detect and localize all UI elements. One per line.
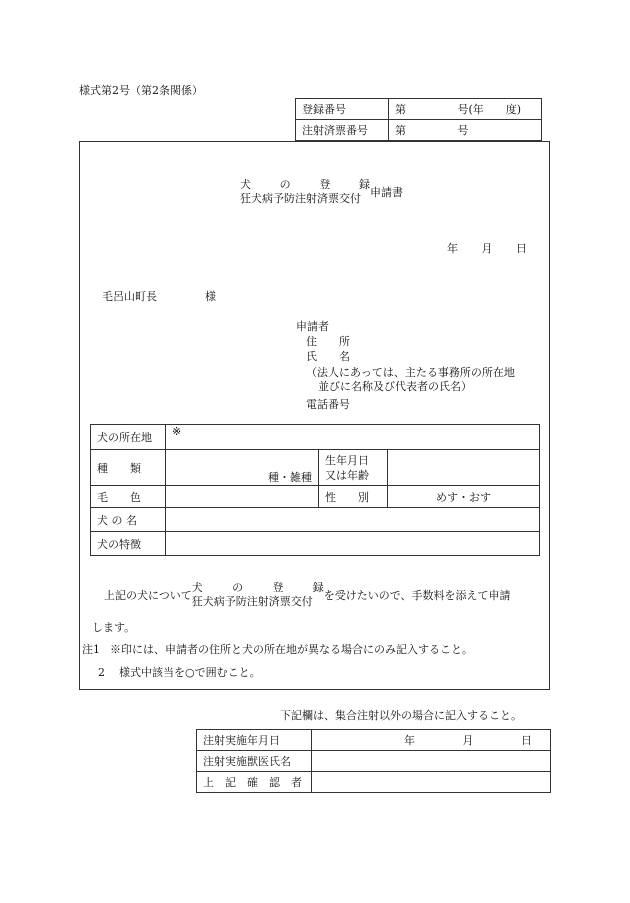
registration-number-row (296, 99, 542, 120)
applicant-name-label: 氏 名 (306, 350, 350, 363)
injection-date-field[interactable]: 年 月 日 (312, 730, 551, 751)
veterinarian-name-label: 注射実施獣医氏名 (197, 751, 312, 772)
request-statement: 上記の犬について 犬 の 登 録 狂犬病予防注射済票交付 を受けたいので、手数料を添えて申請 (104, 581, 511, 608)
request-continuation: します。 (92, 621, 136, 634)
dog-features-field[interactable] (166, 532, 540, 556)
veterinarian-name-row (197, 751, 551, 772)
form-title: 犬 の 登 録 狂犬病予防注射済票交付 申請書 (240, 178, 403, 205)
bottom-caption: 下記欄は、集合注射以外の場合に記入すること。 (280, 709, 522, 722)
asterisk-mark: ※ (172, 425, 182, 438)
addressee: 毛呂山町長 様 (102, 290, 216, 303)
dog-color-row (91, 486, 540, 508)
dog-breed-row (91, 450, 540, 486)
dog-features-row (91, 532, 540, 556)
vaccination-tag-number-label: 注射済票番号 (296, 120, 389, 141)
registration-number-value[interactable]: 第 号(年 度) (389, 99, 542, 120)
applicant-label: 申請者 (296, 320, 329, 333)
dog-info-table (90, 424, 540, 556)
dog-location-field[interactable] (166, 425, 540, 450)
injection-date-label: 注射実施年月日 (197, 730, 312, 751)
dog-name-row (91, 508, 540, 532)
applicant-address-label: 住 所 (306, 335, 350, 348)
dog-breed-field[interactable]: 種・雑種 (166, 450, 319, 486)
registration-number-label: 登録番号 (296, 99, 389, 120)
registration-number-table (295, 98, 542, 141)
applicant-note-line2: 並びに名称及び代表者の氏名） (318, 380, 472, 393)
applicant-note-line1: （法人にあっては、主たる事務所の所在地 (306, 366, 515, 379)
dog-sex-field[interactable]: めす・おす (388, 486, 540, 508)
confirmer-field[interactable] (312, 772, 551, 793)
confirmer-row (197, 772, 551, 793)
note-1: 注1 ※印には、申請者の住所と犬の所在地が異なる場合にのみ記入すること。 (82, 643, 473, 656)
dog-location-label: 犬の所在地 (91, 425, 166, 450)
injection-record-table (196, 729, 551, 793)
note-2: 2 様式中該当を○で囲むこと。 (98, 666, 261, 679)
injection-date-row (197, 730, 551, 751)
request-options: 犬 の 登 録 狂犬病予防注射済票交付 (191, 581, 324, 608)
dog-location-row (91, 425, 540, 450)
dog-breed-label: 種 類 (91, 450, 166, 486)
vaccination-tag-number-row (296, 120, 542, 141)
dog-features-label: 犬の特徴 (91, 532, 166, 556)
applicant-phone-label: 電話番号 (306, 398, 350, 411)
dog-color-label: 毛 色 (91, 486, 166, 508)
dog-birth-label: 生年月日 又は年齢 (319, 450, 388, 486)
dog-sex-label: 性 別 (319, 486, 388, 508)
dog-color-field[interactable] (166, 486, 319, 508)
vaccination-tag-number-value[interactable]: 第 号 (389, 120, 542, 141)
confirmer-label: 上 記 確 認 者 (197, 772, 312, 793)
dog-birth-field[interactable] (388, 450, 540, 486)
application-date[interactable]: 年 月 日 (447, 242, 527, 255)
veterinarian-name-field[interactable] (312, 751, 551, 772)
dog-name-field[interactable] (166, 508, 540, 532)
form-number-label: 様式第2号（第2条関係） (79, 84, 203, 97)
dog-name-label: 犬 の 名 (91, 508, 166, 532)
title-options: 犬 の 登 録 狂犬病予防注射済票交付 (240, 178, 370, 205)
